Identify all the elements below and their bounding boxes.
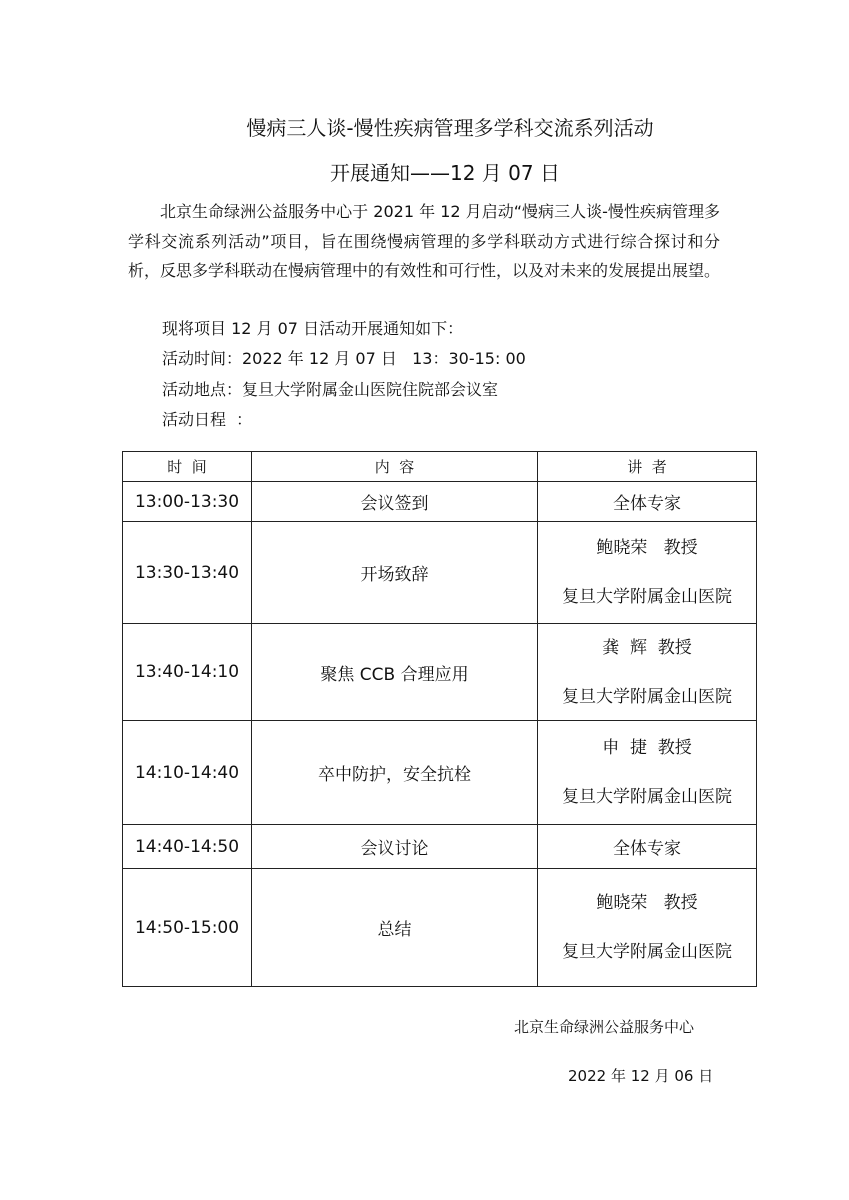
- speaker-org: 复旦大学附属金山医院: [562, 942, 732, 962]
- row-time: 14:50-15:00: [123, 869, 252, 987]
- issue-date: 2022 年 12 月 06 日: [568, 1067, 714, 1085]
- table-row: [123, 522, 757, 624]
- notice-intro: 现将项目 12 月 07 日活动开展通知如下：: [162, 319, 464, 338]
- speaker-org: 复旦大学附属金山医院: [562, 787, 732, 807]
- speaker-org: 复旦大学附属金山医院: [562, 587, 732, 607]
- speaker-name: 申 捷 教授: [602, 738, 692, 758]
- header-content: 内 容: [252, 452, 538, 482]
- row-content: 开场致辞: [252, 522, 538, 624]
- table-header-row: [123, 452, 757, 482]
- row-time: 13:40-14:10: [123, 624, 252, 721]
- row-time: 14:40-14:50: [123, 825, 252, 869]
- row-speaker-cell: [538, 624, 757, 721]
- table-row: [123, 721, 757, 825]
- row-speaker-cell: [538, 869, 757, 987]
- row-content: 聚焦 CCB 合理应用: [252, 624, 538, 721]
- speaker-org: 复旦大学附属金山医院: [562, 686, 732, 707]
- speaker-name: 鲍晓荣 教授: [596, 538, 698, 558]
- table-row: [123, 482, 757, 522]
- table-row: [123, 825, 757, 869]
- table-row: [123, 624, 757, 721]
- row-speaker-cell: [538, 721, 757, 825]
- row-speaker: 全体专家: [538, 482, 757, 522]
- document-title: 慢病三人谈-慢性疾病管理多学科交流系列活动: [246, 116, 654, 140]
- row-speaker: 全体专家: [538, 825, 757, 869]
- schedule-table: [122, 451, 757, 987]
- row-content: 会议讨论: [252, 825, 538, 869]
- row-content: 总结: [252, 869, 538, 987]
- row-content: 卒中防护，安全抗栓: [252, 721, 538, 825]
- signer: 北京生命绿洲公益服务中心: [514, 1018, 695, 1036]
- row-time: 14:10-14:40: [123, 721, 252, 825]
- speaker-name: 鲍晓荣 教授: [596, 893, 698, 913]
- table-row: [123, 869, 757, 987]
- speaker-name: 龚 辉 教授: [602, 637, 692, 658]
- header-speaker: 讲 者: [538, 452, 757, 482]
- row-time: 13:30-13:40: [123, 522, 252, 624]
- row-content: 会议签到: [252, 482, 538, 522]
- header-time: 时 间: [123, 452, 252, 482]
- intro-paragraph: 北京生命绿洲公益服务中心于 2021 年 12 月启动“慢病三人谈-慢性疾病管理多学科交流系列活动”项目，旨在围绕慢病管理的多学科联动方式进行综合探讨和分析，反思多学科联动在慢病管理中的有效性和可行性，以及对未来的发展提出展望。: [128, 202, 721, 280]
- row-time: 13:00-13:30: [123, 482, 252, 522]
- activity-time: 活动时间：2022 年 12 月 07 日 13：30-15: 00: [162, 349, 526, 368]
- activity-place: 活动地点：复旦大学附属金山医院住院部会议室: [162, 380, 499, 399]
- activity-agenda-label: 活动日程 ：: [162, 410, 253, 429]
- document-subtitle: 开展通知——12 月 07 日: [330, 161, 560, 185]
- row-speaker-cell: [538, 522, 757, 624]
